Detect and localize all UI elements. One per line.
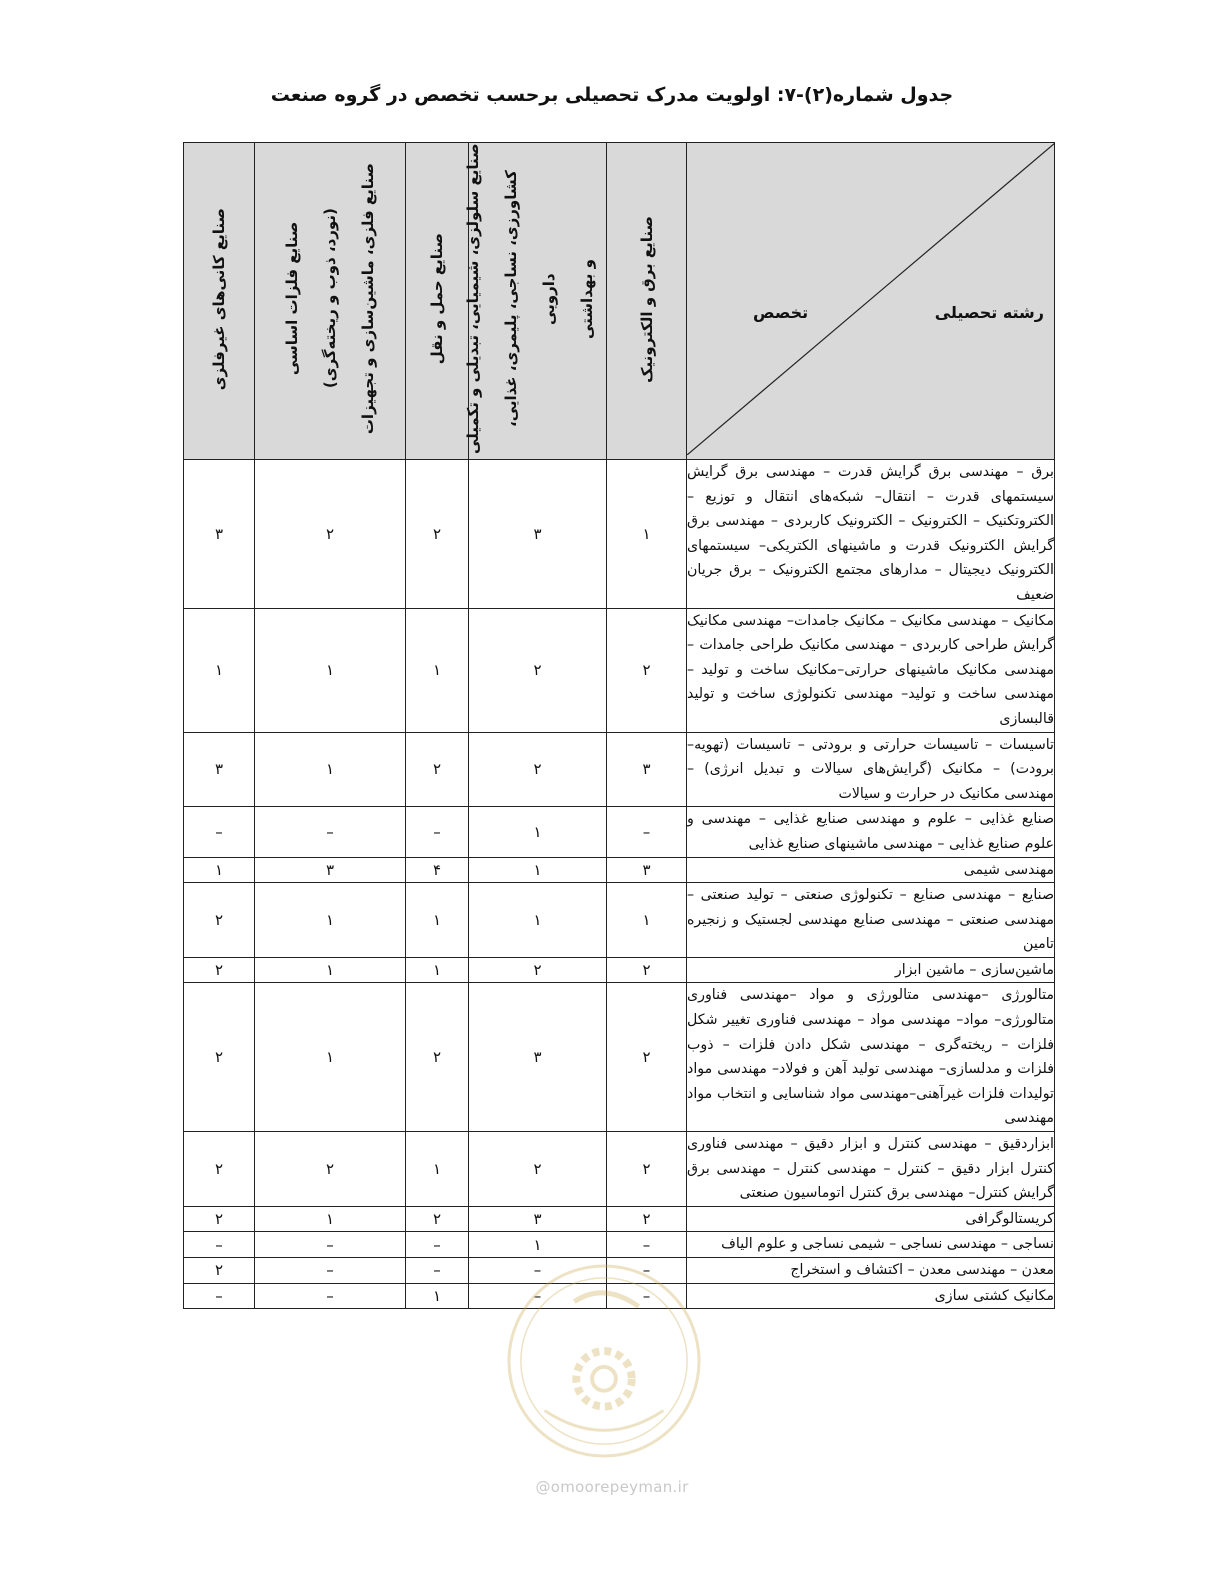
priority-value-cell: ۲ (406, 983, 469, 1132)
column-header-electrical (607, 143, 687, 460)
priority-value-cell: – (607, 807, 687, 857)
at-sign-icon: @ (535, 1478, 551, 1496)
field-of-study-cell: تاسیسات – تاسیسات حرارتی و برودتی – تاسیسات (تهویه–برودت) – مکانیک (گرایش‌های سیالات و تبدیل انرژی) – مهندسی مکانیک در حرارت و سیالات (687, 732, 1055, 807)
header-row (184, 143, 1055, 460)
field-of-study-cell: مکانیک کشتی سازی (687, 1283, 1055, 1309)
field-of-study-cell: مکانیک – مهندسی مکانیک – مکانیک جامدات– مهندسی مکانیک گرایش طراحی کاربردی – مهندسی مکانیک طراحی جامدات – مهندسی مکانیک ماشینهای حرارتی–مکانیک ساخت و تولید – مهندسی ساخت و تولید– مهندسی تکنولوژی ساخت و تولید قالبسازی (687, 608, 1055, 732)
priority-value-cell: ۲ (255, 460, 406, 609)
column-header-chemical (464, 143, 607, 460)
table-row (184, 883, 1055, 958)
priority-value-cell: ۲ (469, 608, 607, 732)
priority-value-cell: ۱ (255, 983, 406, 1132)
table-row (184, 807, 1055, 857)
column-header-label: صنایع حمل و نقل (428, 233, 446, 365)
column-header-label: صنایع سلولزی، شیمیایی، تبدیلی و تکمیلی کشاورزی، نساجی، پلیمری، غذایی، دارویی و بهداشتی (464, 143, 596, 455)
priority-value-cell: – (469, 1258, 607, 1284)
table-row (184, 1132, 1055, 1207)
field-of-study-cell: صنایع غذایی – علوم و مهندسی صنایع غذایی – مهندسی و علوم صنایع غذایی – مهندسی ماشینهای صنایع غذایی (687, 807, 1055, 857)
priority-value-cell: ۲ (184, 957, 255, 983)
priority-value-cell: ۲ (607, 1132, 687, 1207)
priority-value-cell: ۲ (607, 608, 687, 732)
priority-value-cell: ۱ (184, 857, 255, 883)
column-header-minerals (184, 143, 255, 460)
priority-value-cell: ۴ (406, 857, 469, 883)
priority-value-cell: ۲ (469, 732, 607, 807)
priority-value-cell: ۱ (255, 957, 406, 983)
priority-value-cell: ۱ (255, 883, 406, 958)
priority-value-cell: ۱ (406, 608, 469, 732)
table-row (184, 608, 1055, 732)
field-of-study-cell: متالورژی –مهندسی متالورژی و مواد –مهندسی فناوری متالورژی– مواد– مهندسی مواد – مهندسی فناوری تغییر شکل فلزات – ریخته‌گری – مهندسی شکل دادن فلزات – ذوب فلزات و مدلسازی– مهندسی تولید آهن و فولاد– مهندسی مواد تولیدات فلزات غیرآهنی–مهندسی مواد شناسایی و انتخاب مواد مهندسی (687, 983, 1055, 1132)
column-header-label: صنایع کانی‌های غیرفلزی (210, 207, 228, 391)
table-row (184, 732, 1055, 807)
field-of-study-cell: نساجی – مهندسی نساجی – شیمی نساجی و علوم الیاف (687, 1232, 1055, 1258)
priority-value-cell: ۱ (406, 883, 469, 958)
priority-value-cell: – (255, 1283, 406, 1309)
priority-value-cell: ۲ (607, 957, 687, 983)
priority-value-cell: – (406, 807, 469, 857)
table-row (184, 1206, 1055, 1232)
priority-value-cell: ۳ (469, 983, 607, 1132)
priority-value-cell: ۱ (184, 608, 255, 732)
priority-value-cell: – (184, 807, 255, 857)
priority-value-cell: ۲ (184, 1206, 255, 1232)
priority-value-cell: – (607, 1283, 687, 1309)
watermark-seal (505, 1262, 703, 1460)
priority-value-cell: ۲ (406, 732, 469, 807)
priority-value-cell: ۱ (469, 807, 607, 857)
priority-value-cell: ۱ (255, 732, 406, 807)
priority-value-cell: ۱ (255, 1206, 406, 1232)
priority-value-cell: ۲ (607, 983, 687, 1132)
page-title: جدول شماره(۲)-۷: اولویت مدرک تحصیلی برحسب تخصص در گروه صنعت (270, 84, 954, 106)
priority-value-cell: ۲ (184, 1258, 255, 1284)
priority-value-cell: – (255, 1258, 406, 1284)
priority-value-cell: – (255, 1232, 406, 1258)
corner-diagonal-line (687, 143, 1055, 455)
priority-value-cell: ۳ (607, 732, 687, 807)
priority-table (183, 142, 1055, 1309)
priority-value-cell: – (607, 1258, 687, 1284)
priority-value-cell: ۳ (255, 857, 406, 883)
priority-value-cell: ۲ (607, 1206, 687, 1232)
priority-value-cell: ۲ (406, 460, 469, 609)
priority-value-cell: ۱ (607, 460, 687, 609)
priority-value-cell: ۱ (406, 1283, 469, 1309)
column-header-label: صنایع فلزات اساسی (نورد، ذوب و ریخته‌گری) صنایع فلزی، ماشین‌سازی و تجهیزات (283, 163, 377, 435)
corner-field-label: رشته تحصیلی (934, 303, 1044, 322)
priority-value-cell: ۳ (469, 1206, 607, 1232)
priority-value-cell: – (469, 1283, 607, 1309)
priority-value-cell: ۳ (469, 460, 607, 609)
priority-value-cell: – (406, 1232, 469, 1258)
priority-value-cell: ۳ (184, 460, 255, 609)
priority-value-cell: ۱ (469, 857, 607, 883)
priority-value-cell: ۱ (607, 883, 687, 958)
priority-value-cell: – (607, 1232, 687, 1258)
corner-header-cell (687, 143, 1055, 460)
field-of-study-cell: صنایع – مهندسی صنایع – تکنولوژی صنعتی – تولید صنعتی – مهندسی صنعتی – مهندسی صنایع مهندسی لجستیک و زنجیره تامین (687, 883, 1055, 958)
priority-value-cell: ۲ (184, 883, 255, 958)
priority-value-cell: – (406, 1258, 469, 1284)
table-row (184, 983, 1055, 1132)
column-header-metals (255, 143, 406, 460)
priority-value-cell: – (184, 1232, 255, 1258)
column-header-label: صنایع برق و الکترونیک (637, 215, 656, 383)
priority-value-cell: ۱ (406, 1132, 469, 1207)
table-row (184, 857, 1055, 883)
table-row (184, 1232, 1055, 1258)
field-of-study-cell: ماشین‌سازی – ماشین ابزار (687, 957, 1055, 983)
site-label: omoorepeyman.ir (550, 1478, 689, 1496)
table-row (184, 957, 1055, 983)
field-of-study-cell: ابزاردقیق – مهندسی کنترل و ابزار دقیق – مهندسی فناوری کنترل ابزار دقیق – کنترل – مهندسی کنترل – مهندسی برق گرایش کنترل– مهندسی برق کنترل اتوماسیون صنعتی (687, 1132, 1055, 1207)
priority-value-cell: ۲ (469, 957, 607, 983)
priority-value-cell: ۱ (469, 1232, 607, 1258)
site-watermark (512, 1478, 712, 1496)
priority-value-cell: ۱ (406, 957, 469, 983)
priority-value-cell: ۲ (184, 1132, 255, 1207)
corner-specialty-label: تخصص (753, 303, 809, 322)
priority-value-cell: ۲ (406, 1206, 469, 1232)
priority-value-cell: ۱ (255, 608, 406, 732)
priority-value-cell: ۱ (469, 883, 607, 958)
priority-value-cell: – (255, 807, 406, 857)
priority-value-cell: ۳ (184, 732, 255, 807)
field-of-study-cell: برق – مهندسی برق گرایش قدرت – مهندسی برق گرایش سیستمهای قدرت – انتقال– شبکه‌های انتقال و توزیع – الکتروتکنیک – الکترونیک – الکترونیک کاربردی – مهندسی برق گرایش الکترونیک قدرت و ماشینهای الکتریکی– سیستمهای الکترونیک دیجیتال – مدارهای مجتمع الکترونیک – برق جریان ضعیف (687, 460, 1055, 609)
table-row (184, 460, 1055, 609)
priority-value-cell: ۲ (255, 1132, 406, 1207)
field-of-study-cell: معدن – مهندسی معدن – اکتشاف و استخراج (687, 1258, 1055, 1284)
priority-value-cell: – (184, 1283, 255, 1309)
table-body (184, 460, 1055, 1309)
priority-value-cell: ۲ (469, 1132, 607, 1207)
field-of-study-cell: کریستالوگرافی (687, 1206, 1055, 1232)
field-of-study-cell: مهندسی شیمی (687, 857, 1055, 883)
priority-value-cell: ۳ (607, 857, 687, 883)
priority-value-cell: ۲ (184, 983, 255, 1132)
